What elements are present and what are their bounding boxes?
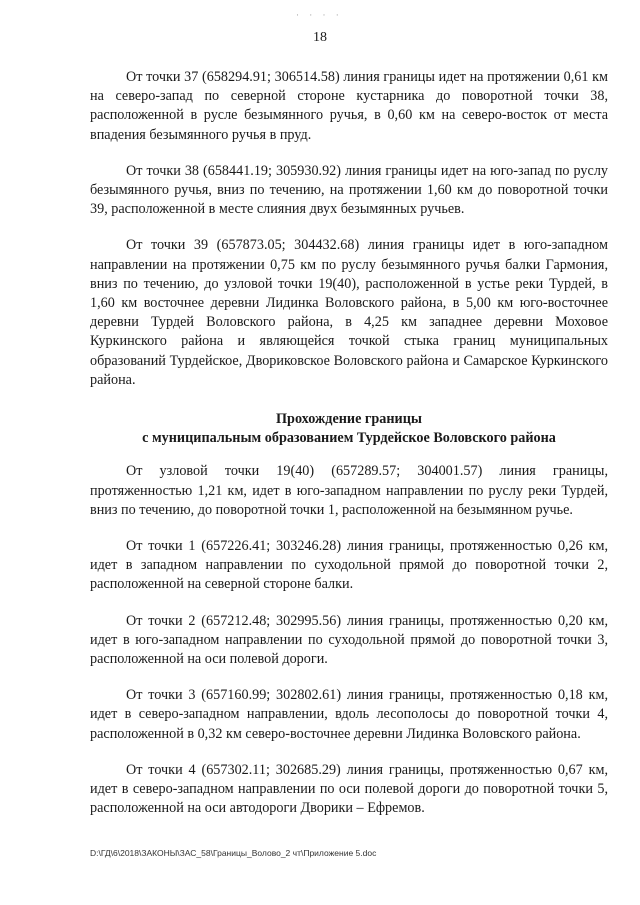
- paragraph: От точки 1 (657226.41; 303246.28) линия границы, протяженностью 0,26 км, идет в западном направлении по суходольной прямой до поворотной точки 2, расположенной на северной стороне балки.: [90, 538, 608, 593]
- paragraph: От точки 3 (657160.99; 302802.61) линия границы, протяженностью 0,18 км, идет в северо-западном направлении, вдоль лесополосы до поворотной точки 4, расположенной в 0,32 км северо-восточнее деревни Лидинка Воловского района.: [90, 687, 608, 742]
- paragraph: От точки 37 (658294.91; 306514.58) линия границы идет на протяжении 0,61 км на северо-запад по северной стороне кустарника до поворотной точки 38, расположенной в русле безымянного ручья, в 0,60 км на северо-восток от места впадения безымянного ручья в пруд.: [90, 69, 608, 143]
- paragraph: От узловой точки 19(40) (657289.57; 304001.57) линия границы, протяженностью 1,21 км, идет в юго-западном направлении по руслу реки Турдей, вниз по течению, до поворотной точки 1, расположенной на безымянном ручье.: [90, 463, 608, 518]
- paragraph: От точки 2 (657212.48; 302995.56) линия границы, протяженностью 0,20 км, идет в юго-западном направлении по суходольной прямой до поворотной точки 3, расположенной на оси полевой дороги.: [90, 612, 608, 668]
- paragraph: От точки 39 (657873.05; 304432.68) линия границы идет в юго-западном направлении на протяжении 0,75 км по руслу безымянного ручья балки Гармония, вниз по течению, до узловой точки 19(40), расположенной в устье реки Турдей, в 1,60 км восточнее деревни Лидинка Воловского района, в 5,00 км юго-восточнее деревни Турдей Воловского района, в 4,25 км западнее деревни Моховое Куркинского района и являющейся точкой стыка границ муниципальных образований Турдейское, Двориковское Воловского района и Самарское Куркинского района.: [90, 237, 608, 388]
- section-heading: [90, 410, 608, 448]
- page-number: 18: [313, 30, 327, 45]
- section-heading-line-2: с муниципальным образованием Турдейское Воловского района: [142, 430, 556, 447]
- footer-file-path: D:\ГД\6\2018\ЗАКОНЫ\ЗАС_58\Границы_Волово_2 чт\Приложение 5.doc: [90, 848, 377, 858]
- paragraph: От точки 4 (657302.11; 302685.29) линия границы, протяженностью 0,67 км, идет в северо-западном направлении по оси полевой дороги до поворотной точки 5, расположенной на оси автодороги Дворики – Ефремов.: [90, 761, 608, 817]
- paragraph: От точки 38 (658441.19; 305930.92) линия границы идет на юго-запад по руслу безымянного ручья, вниз по течению, на протяжении 1,60 км до поворотной точки 39, расположенной в месте слияния двух безымянных ручьев.: [90, 162, 608, 218]
- document-body: [90, 68, 608, 836]
- scan-artifact-dots: · · · ·: [296, 10, 343, 20]
- section-heading-line-1: Прохождение границы: [276, 411, 422, 428]
